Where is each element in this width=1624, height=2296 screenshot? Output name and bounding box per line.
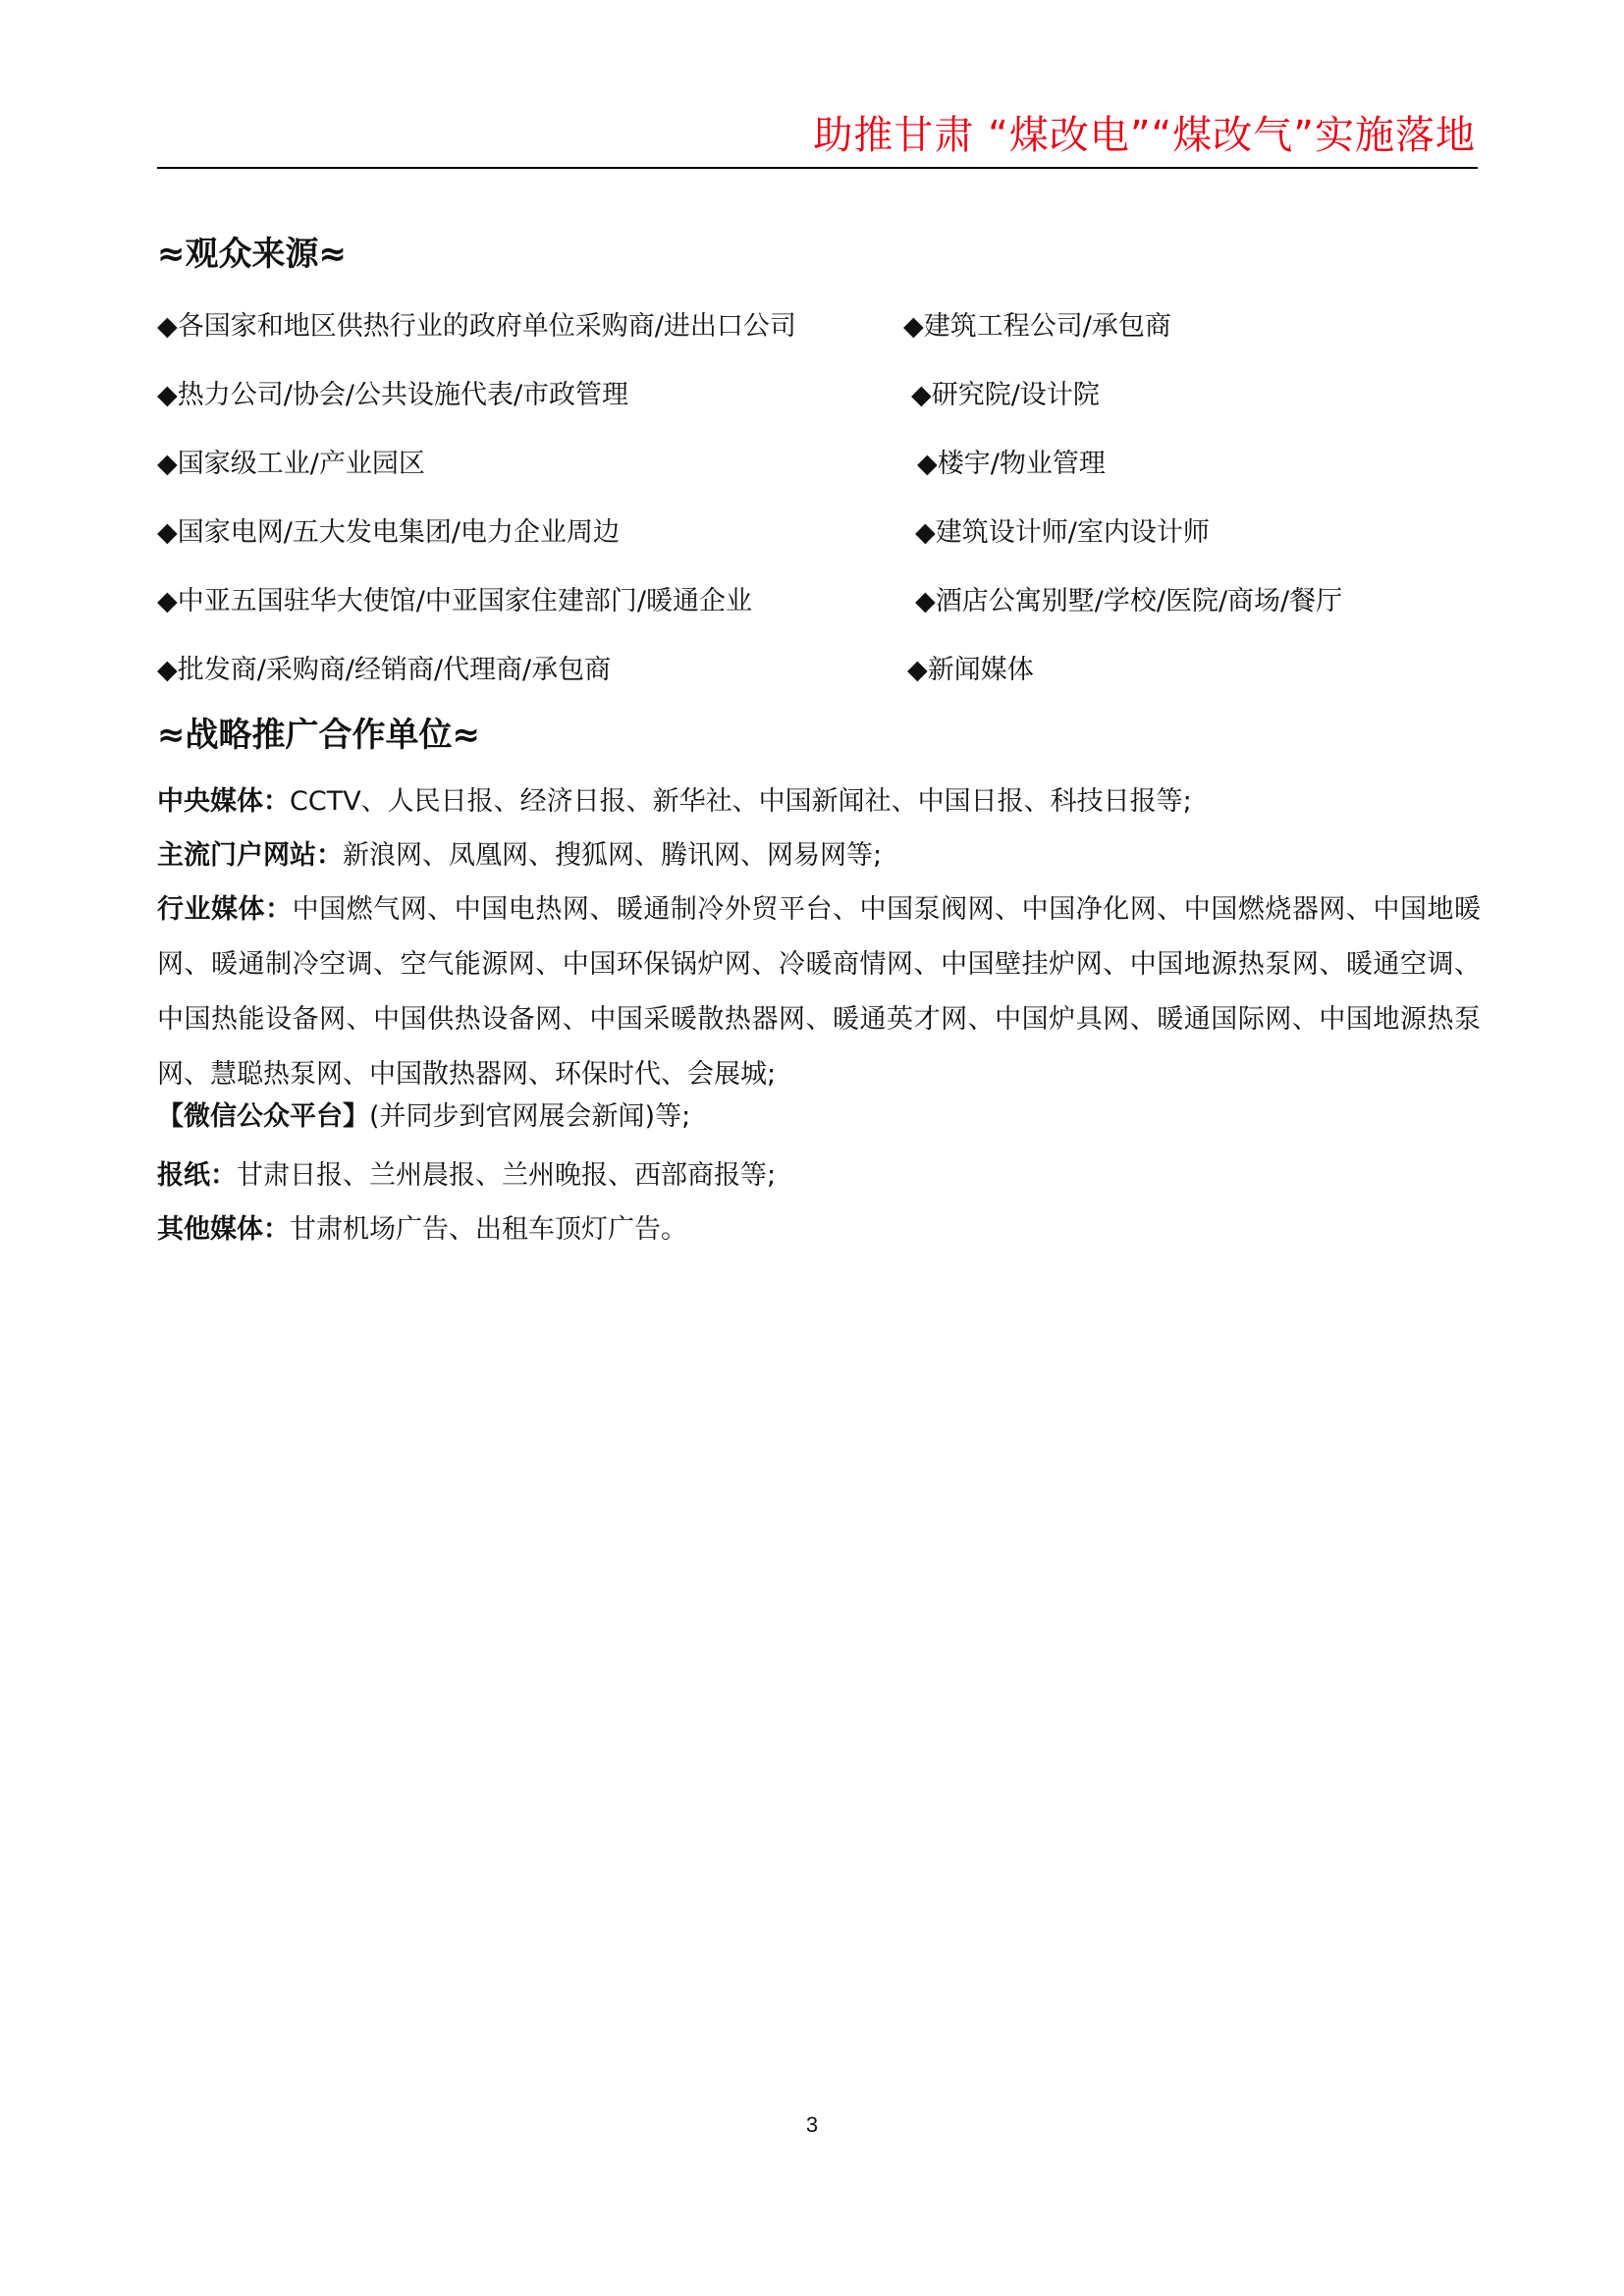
audience-item-right-3: ◆楼宇/物业管理 — [917, 449, 1106, 479]
audience-item-right-1: ◆建筑工程公司/承包商 — [903, 311, 1171, 342]
central-media-line — [157, 782, 1192, 822]
audience-item-left-4: ◆国家电网/五大发电集团/电力企业周边 — [157, 517, 620, 548]
partners-heading: ≈战略推广合作单位≈ — [157, 716, 480, 755]
industry-media-paragraph — [157, 882, 1481, 1102]
central-media-text: CCTV、人民日报、经济日报、新华社、中国新闻社、中国日报、科技日报等; — [290, 786, 1192, 817]
newspaper-text: 甘肃日报、兰州晨报、兰州晚报、西部商报等; — [237, 1160, 777, 1191]
industry-media-label: 行业媒体： — [157, 894, 293, 925]
audience-item-left-6: ◆批发商/采购商/经销商/代理商/承包商 — [157, 655, 612, 685]
page-header — [157, 110, 1478, 169]
industry-media-text: 中国燃气网、中国电热网、暖通制冷外贸平台、中国泵阀网、中国净化网、中国燃烧器网、中国地暖网、暖通制冷空调、空气能源网、中国环保锅炉网、冷暖商情网、中国壁挂炉网、中国地源热泵网、暖通空调、中国热能设备网、中国供热设备网、中国采暖散热器网、暖通英才网、中国炉具网、暖通国际网、中国地源热泵网、慧聪热泵网、中国散热器网、环保时代、会展城; — [157, 894, 1482, 1090]
newspaper-line — [157, 1156, 776, 1196]
header-title: 助推甘肃 “煤改电”“煤改气”实施落地 — [813, 113, 1476, 158]
central-media-label: 中央媒体： — [157, 786, 290, 817]
audience-item-left-3: ◆国家级工业/产业园区 — [157, 449, 425, 479]
portal-media-label: 主流门户网站： — [157, 840, 343, 871]
audience-item-right-6: ◆新闻媒体 — [907, 655, 1034, 685]
other-media-text: 甘肃机场广告、出租车顶灯广告。 — [290, 1214, 687, 1245]
wechat-label: 【微信公众平台】 — [157, 1101, 369, 1132]
wechat-line — [157, 1097, 690, 1137]
portal-media-line — [157, 836, 882, 876]
wechat-text: (并同步到官网展会新闻)等; — [369, 1101, 691, 1132]
audience-item-right-2: ◆研究院/设计院 — [911, 380, 1100, 410]
audience-item-right-4: ◆建筑设计师/室内设计师 — [915, 517, 1210, 548]
portal-media-text: 新浪网、凤凰网、搜狐网、腾讯网、网易网等; — [343, 840, 883, 871]
audience-heading: ≈观众来源≈ — [157, 235, 347, 274]
other-media-line — [157, 1210, 687, 1250]
audience-item-left-5: ◆中亚五国驻华大使馆/中亚国家住建部门/暖通企业 — [157, 586, 752, 616]
page-number: 3 — [805, 2112, 819, 2137]
audience-item-left-1: ◆各国家和地区供热行业的政府单位采购商/进出口公司 — [157, 311, 796, 342]
other-media-label: 其他媒体： — [157, 1214, 290, 1245]
audience-item-left-2: ◆热力公司/协会/公共设施代表/市政管理 — [157, 380, 629, 410]
newspaper-label: 报纸： — [157, 1160, 237, 1191]
audience-item-right-5: ◆酒店公寓别墅/学校/医院/商场/餐厅 — [915, 586, 1343, 616]
